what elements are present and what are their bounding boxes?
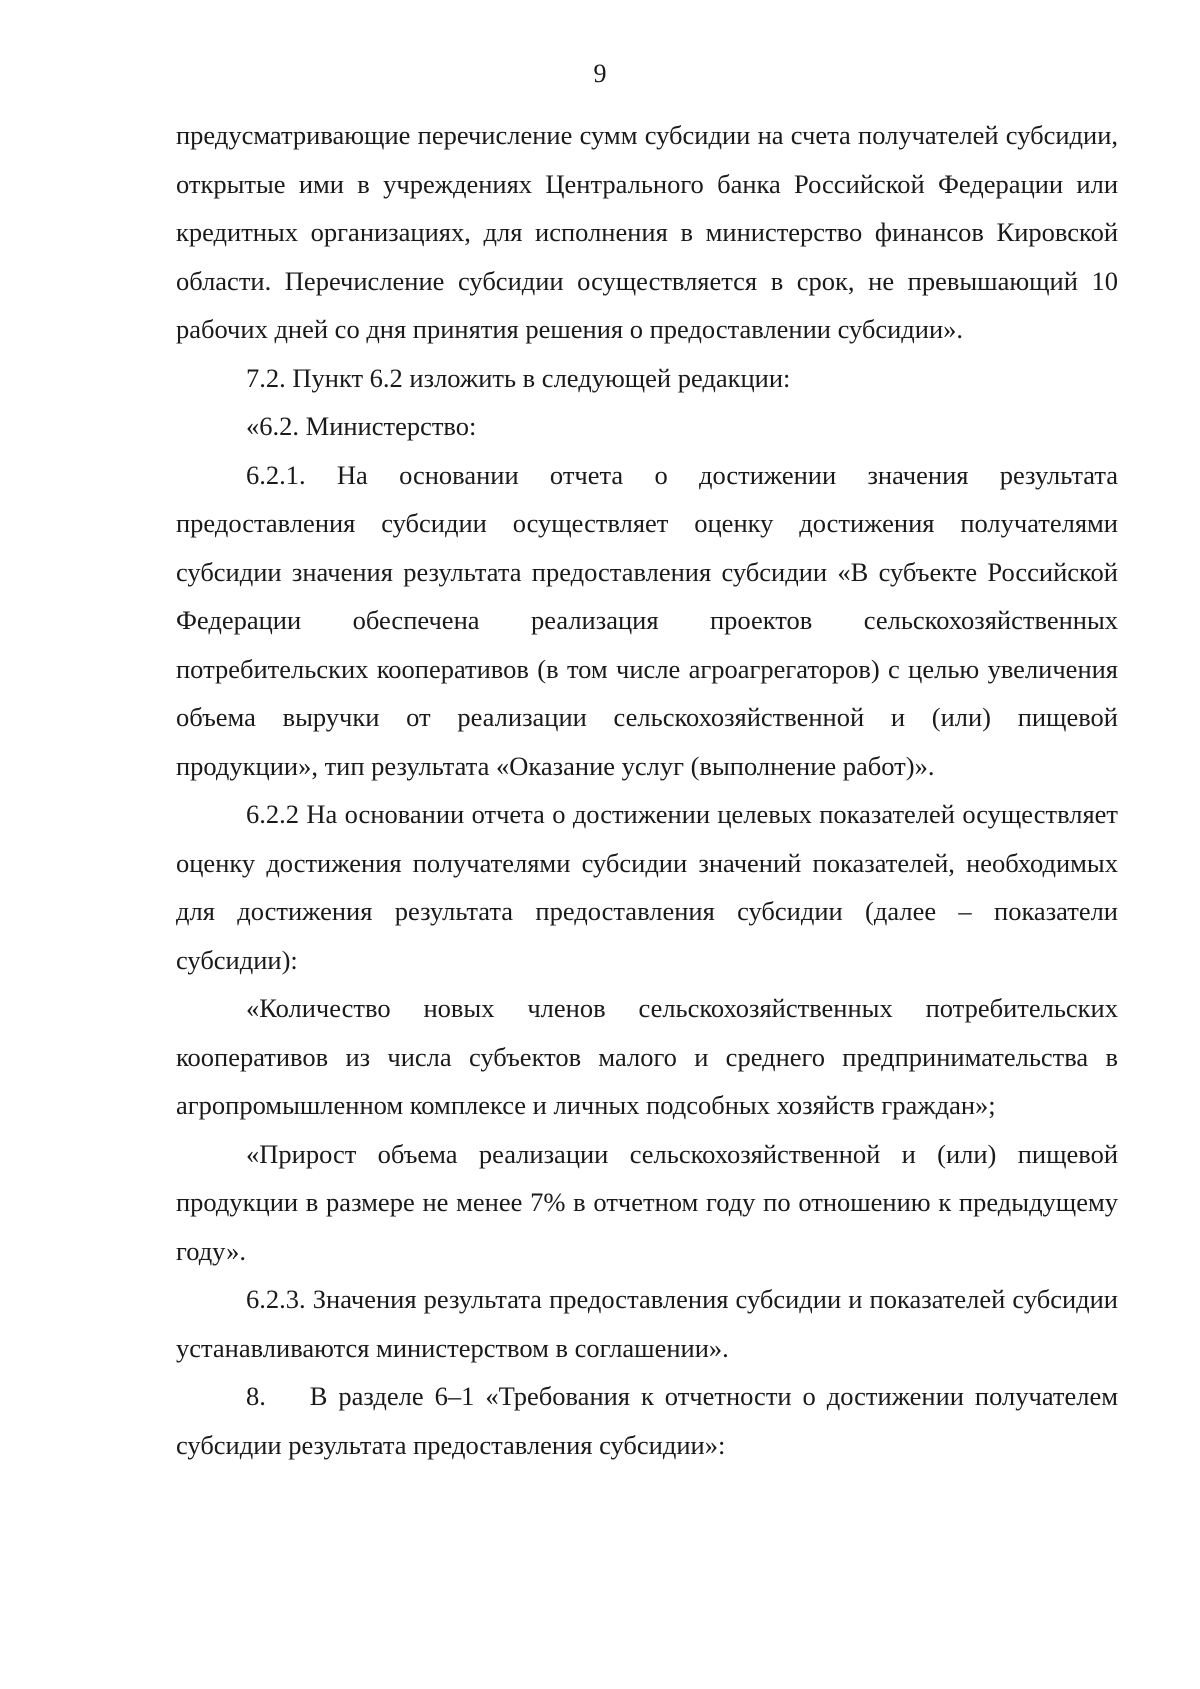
- item-8-number: 8.: [246, 1381, 266, 1411]
- page-number: 9: [593, 59, 607, 88]
- document-body: [176, 111, 1118, 1469]
- paragraph-6-2-2: 6.2.2 На основании отчета о достижении целевых показателей осуществляет оценку достижения получателями субсидии значений показателей, необходимых для достижения результата предоставления субсидии (далее – показатели субсидии):: [176, 799, 1118, 975]
- paragraph-6-2-3: 6.2.3. Значения результата предоставления субсидии и показателей субсидии устанавливаются министерством в соглашении».: [176, 1284, 1118, 1363]
- paragraph-indicator-growth: «Прирост объема реализации сельскохозяйственной и (или) пищевой продукции в размере не менее 7% в отчетном году по отношению к предыдущему году».: [176, 1138, 1118, 1266]
- item-8-text: В разделе 6–1 «Требования к отчетности о достижении получателем субсидии результата предоставления субсидии»:: [176, 1381, 1118, 1460]
- paragraph-6-2-heading: «6.2. Министерство:: [246, 411, 477, 441]
- paragraph-7-2: 7.2. Пункт 6.2 изложить в следующей редакции:: [246, 362, 791, 393]
- paragraph-continuation: предусматривающие перечисление сумм субсидии на счета получателей субсидии, открытые ими в учреждениях Центрального банка Российской Федерации или кредитных организациях, для исполнения в министерство финансов Кировской области. Перечисление субсидии осуществляется в срок, не превышающий 10 рабочих дней со дня принятия решения о предоставлении субсидии».: [176, 120, 1118, 344]
- paragraph-6-2-1: 6.2.1. На основании отчета о достижении значения результата предоставления субсидии осуществляет оценку достижения получателями субсидии значения результата предоставления субсидии «В субъекте Российской Федерации обеспечена реализация проектов сельскохозяйственных потребительских кооперативов (в том числе агроагрегаторов) с целью увеличения объема выручки от реализации сельскохозяйственной и (или) пищевой продукции», тип результата «Оказание услуг (выполнение работ)».: [176, 459, 1118, 781]
- paragraph-indicator-members: «Количество новых членов сельскохозяйственных потребительских кооперативов из числа субъектов малого и среднего предпринимательства в агропромышленном комплексе и личных подсобных хозяйств граждан»;: [176, 993, 1118, 1120]
- paragraph-item-8: [176, 1372, 1118, 1469]
